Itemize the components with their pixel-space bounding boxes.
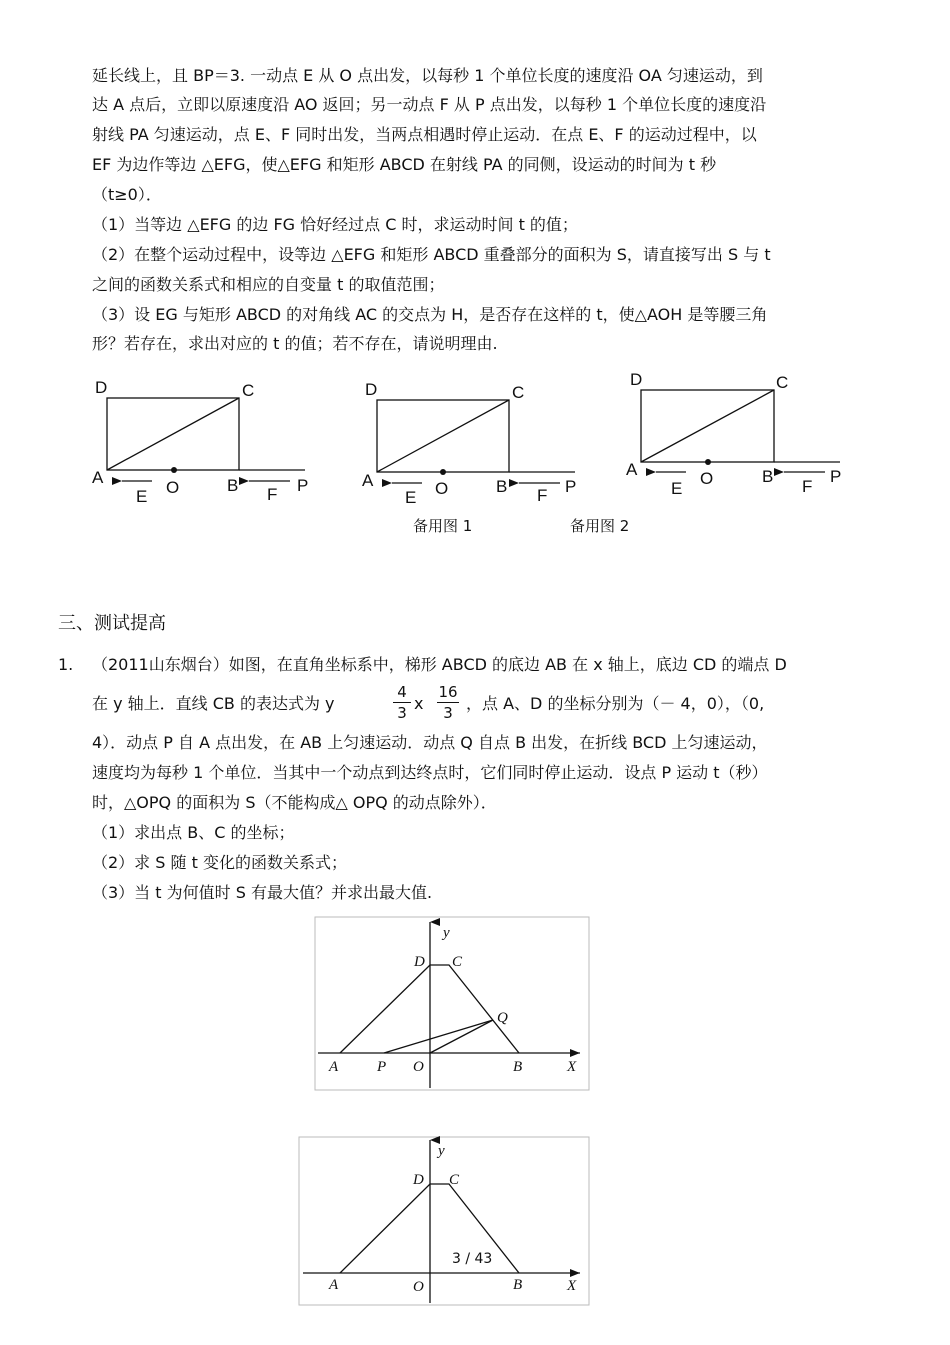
point-o-dot (171, 467, 177, 473)
fraction-numerator: 4 (397, 683, 407, 701)
exercise-line-1: （2011山东烟台）如图，在直角坐标系中，梯形 ABCD 的底边 AB 在 x 轴上，底边 CD 的端点 D (92, 655, 787, 674)
label-p: P (297, 476, 309, 495)
page-number: 3 / 43 (452, 1251, 493, 1267)
fraction-denominator: 3 (443, 704, 453, 722)
label-d: D (95, 378, 108, 397)
question-1: （1）当等边 △EFG 的边 FG 恰好经过点 C 时，求运动时间 t 的值； (92, 215, 578, 234)
exercise-line-4: 速度均为每秒 1 个单位．当其中一个动点到达终点时，它们同时停止运动．设点 P 运动 t（秒） (92, 763, 768, 782)
fraction-slope (393, 683, 411, 722)
label-p: P (377, 1059, 387, 1075)
label-e: E (671, 479, 683, 498)
label-e: E (405, 488, 417, 507)
label-d: D (414, 954, 425, 970)
variable-x: x (414, 694, 424, 713)
axis-x-label: X (567, 1278, 577, 1294)
trapezoid-figure-with-pq (315, 917, 589, 1090)
question-2b: 之间的函数关系式和相应的自变量 t 的取值范围； (92, 275, 445, 294)
label-o: O (166, 478, 180, 497)
problem-line-3: 射线 PA 匀速运动，点 E、F 同时出发，当两点相遇时停止运动．在点 E、F 的运动过程中，以 (92, 125, 757, 144)
label-p: P (565, 477, 577, 496)
exercise-line-3: 4）．动点 P 自 A 点出发，在 AB 上匀速运动．动点 Q 自点 B 出发，在折线 BCD 上匀速运动， (92, 733, 768, 752)
caption-figure-2: 备用图 2 (570, 517, 630, 535)
label-a: A (626, 460, 638, 479)
exercise-question-3: （3）当 t 为何值时 S 有最大值？并求出最大值. (92, 883, 433, 902)
label-f: F (267, 485, 278, 504)
label-q: Q (497, 1010, 508, 1026)
label-c: C (452, 954, 463, 970)
label-b: B (762, 467, 774, 486)
label-a: A (92, 468, 104, 487)
rectangle-figure-backup-1 (377, 400, 575, 483)
label-c: C (242, 381, 255, 400)
label-p: P (830, 467, 842, 486)
label-b: B (496, 477, 508, 496)
fraction-denominator: 3 (397, 704, 407, 722)
rectangle-figure-backup-2 (641, 390, 840, 472)
trapezoid-figure-plain (299, 1137, 589, 1305)
problem-line-4: EF 为边作等边 △EFG，使△EFG 和矩形 ABCD 在射线 PA 的同侧，设运动的时间为 t 秒 (92, 155, 717, 174)
label-o: O (413, 1279, 424, 1295)
point-o-dot (440, 469, 446, 475)
label-d: D (630, 370, 643, 389)
axis-y-label: y (438, 1143, 445, 1159)
exercise-question-1: （1）求出点 B、C 的坐标； (92, 823, 295, 842)
label-a: A (329, 1277, 339, 1293)
exercise-number: 1. (58, 655, 74, 674)
label-d: D (365, 380, 378, 399)
fraction-intercept (437, 683, 459, 722)
exercise-line-2-post: ，点 A、D 的坐标分别为（－ 4，0），（0, (466, 694, 765, 713)
rectangle-figure-main (107, 398, 305, 481)
axis-x-label: X (567, 1059, 577, 1075)
problem-line-5: （t≥0）． (92, 185, 162, 204)
question-2a: （2）在整个运动过程中，设等边 △EFG 和矩形 ABCD 重叠部分的面积为 S，请直接写出 S 与 t (92, 245, 771, 264)
label-o: O (413, 1059, 424, 1075)
label-b: B (513, 1059, 523, 1075)
question-3b: 形？若存在，求出对应的 t 的值；若不存在，请说明理由. (92, 334, 498, 353)
label-a: A (362, 471, 374, 490)
exercise-line-5: 时，△OPQ 的面积为 S（不能构成△ OPQ 的动点除外）． (92, 793, 497, 812)
exercise-question-2: （2）求 S 随 t 变化的函数关系式； (92, 853, 347, 872)
label-c: C (512, 383, 525, 402)
label-o: O (435, 479, 449, 498)
exercise-line-2-pre: 在 y 轴上．直线 CB 的表达式为 y (92, 694, 335, 713)
problem-line-2: 达 A 点后，立即以原速度沿 AO 返回；另一动点 F 从 P 点出发，以每秒 1 个单位长度的速度沿 (92, 95, 767, 114)
label-d: D (413, 1172, 424, 1188)
label-f: F (802, 477, 813, 496)
fraction-numerator: 16 (438, 683, 458, 701)
label-c: C (776, 373, 789, 392)
label-b: B (227, 476, 239, 495)
label-a: A (329, 1059, 339, 1075)
label-f: F (537, 486, 548, 505)
label-b: B (513, 1277, 523, 1293)
question-3a: （3）设 EG 与矩形 ABCD 的对角线 AC 的交点为 H，是否存在这样的 t，使△AOH 是等腰三角 (92, 305, 768, 324)
label-e: E (136, 487, 148, 506)
point-o-dot (705, 459, 711, 465)
problem-line-1: 延长线上，且 BP＝3. 一动点 E 从 O 点出发，以每秒 1 个单位长度的速度沿 OA 匀速运动，到 (92, 66, 763, 85)
caption-figure-1: 备用图 1 (413, 517, 473, 535)
label-c: C (449, 1172, 460, 1188)
axis-y-label: y (443, 925, 450, 941)
label-o: O (700, 469, 714, 488)
section-heading: 三、测试提高 (58, 613, 166, 634)
